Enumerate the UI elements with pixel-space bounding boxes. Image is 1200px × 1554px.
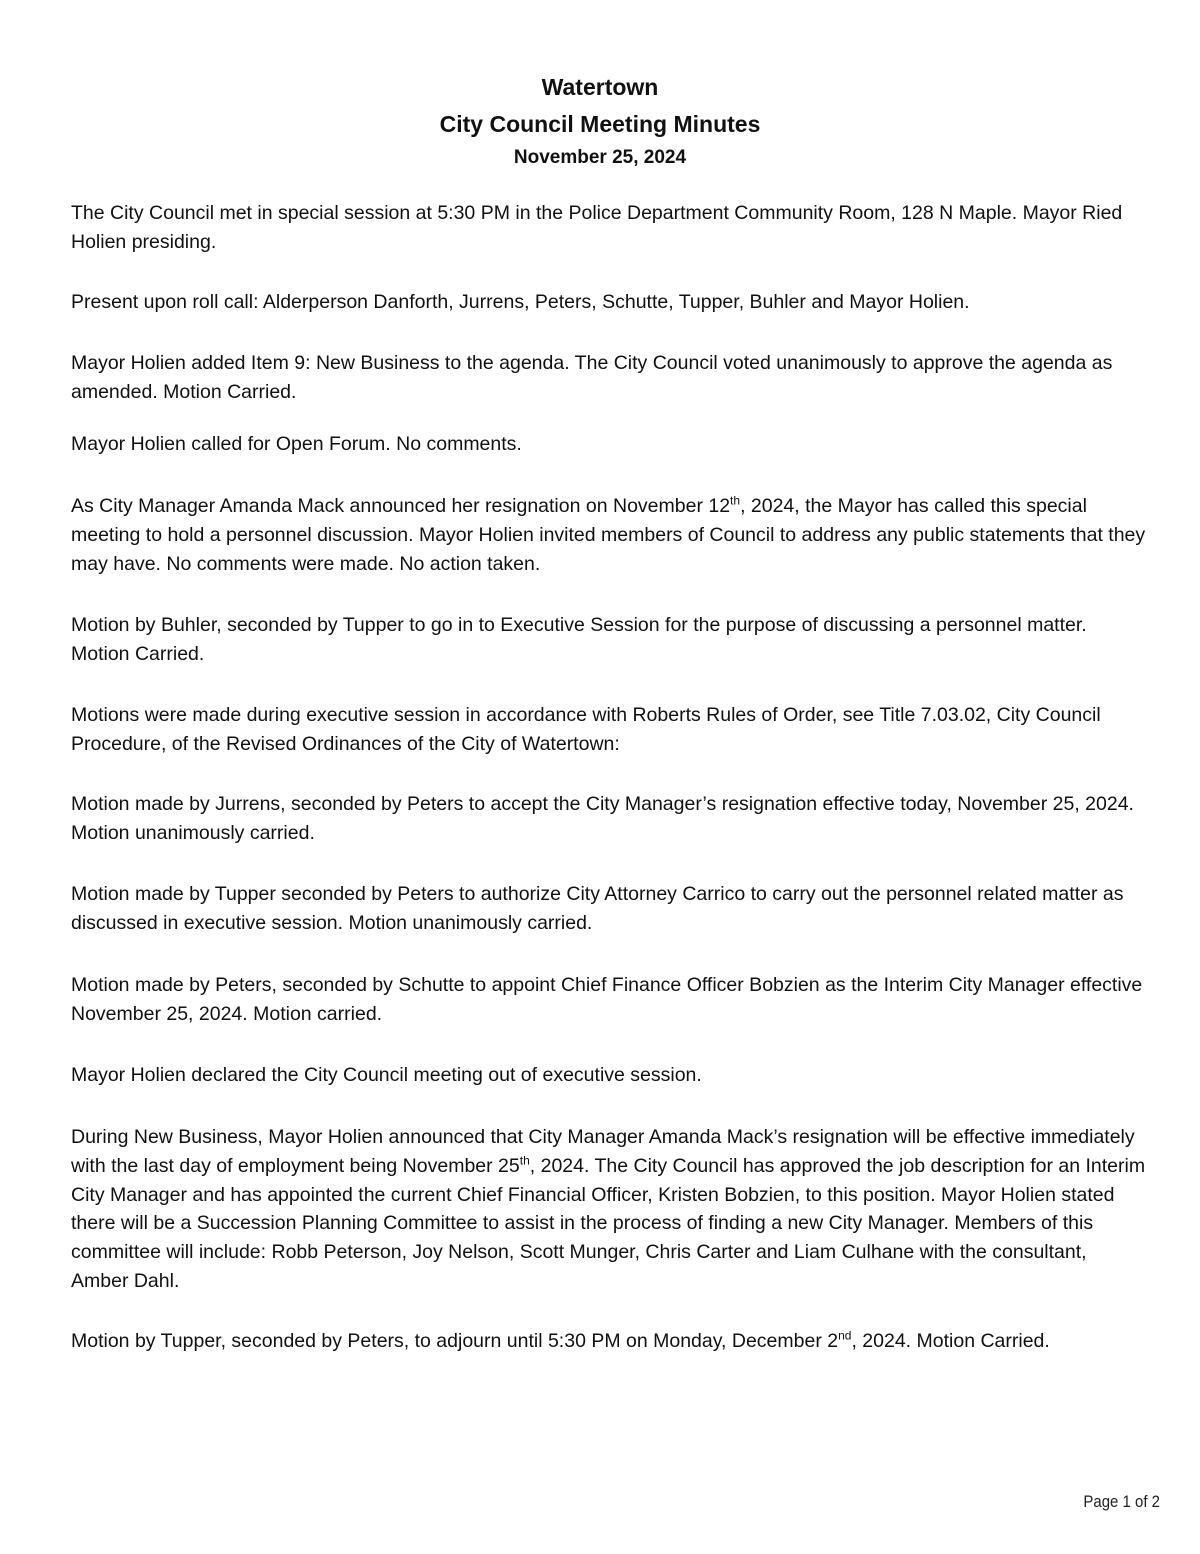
document-title: City Council Meeting Minutes [439, 111, 761, 137]
paragraph-resignation-announcement [71, 492, 1146, 578]
paragraph-adjournment [71, 1327, 1146, 1356]
ordinal-suffix: th [730, 493, 741, 508]
paragraph-executive-session-close: Mayor Holien declared the City Council meeting out of executive session. [71, 1064, 702, 1086]
text-segment: , 2024. The City Council has approved the job description for an Interim City Manager and has appointed the current Chief Financial Officer, Kristen Bobzien, to this position. Mayor Holien stated there will be a Succession Planning Committee to assist in the process of finding a new City Manager. Members of this committee will include: Robb Peterson, Joy Nelson, Scott Munger, Chris Carter and Liam Culhane with the consultant, Amber Dahl. [71, 1154, 1146, 1292]
paragraph-interim-manager-motion: Motion made by Peters, seconded by Schutte to appoint Chief Finance Officer Bobzien as the Interim City Manager effective November 25, 2024. Motion carried. [71, 974, 1143, 1025]
text-segment: Motion by Tupper, seconded by Peters, to adjourn until 5:30 PM on Monday, December 2 [71, 1330, 839, 1352]
paragraph-roll-call: Present upon roll call: Alderperson Danforth, Jurrens, Peters, Schutte, Tupper, Buhler and Mayor Holien. [71, 291, 970, 313]
ordinal-suffix: th [519, 1153, 530, 1168]
paragraph-resignation-motion: Motion made by Jurrens, seconded by Peters to accept the City Manager’s resignation effective today, November 25, 2024. Motion unanimously carried. [71, 793, 1134, 844]
paragraph-open-forum: Mayor Holien called for Open Forum. No comments. [71, 433, 522, 455]
paragraph-executive-session-motion: Motion by Buhler, seconded by Tupper to go in to Executive Session for the purpose of discussing a personnel matter. Motion Carried. [71, 614, 1087, 665]
document-city-heading: Watertown [541, 74, 659, 100]
paragraph-session-opening: The City Council met in special session at 5:30 PM in the Police Department Community Room, 128 N Maple. Mayor Ried Holien presiding. [71, 202, 1123, 253]
paragraph-attorney-motion: Motion made by Tupper seconded by Peters to authorize City Attorney Carrico to carry out the personnel related matter as discussed in executive session. Motion unanimously carried. [71, 883, 1124, 934]
page-number: Page 1 of 2 [1083, 1492, 1160, 1511]
paragraph-new-business [71, 1123, 1146, 1296]
paragraph-executive-session-procedure: Motions were made during executive session in accordance with Roberts Rules of Order, see Title 7.03.02, City Council Procedure, of the Revised Ordinances of the City of Watertown: [71, 704, 1101, 755]
meeting-date: November 25, 2024 [513, 147, 687, 168]
text-segment: During New Business, Mayor Holien announced that City Manager Amanda Mack’s resignation will be effective immediately with the last day of employment being November 25 [71, 1126, 1135, 1177]
text-segment: , 2024. Motion Carried. [851, 1330, 1050, 1352]
text-segment: , 2024, the Mayor has called this special meeting to hold a personnel discussion. Mayor Holien invited members of Council to address any public statements that they may have. No comments were made. No action taken. [71, 495, 1146, 575]
text-segment: As City Manager Amanda Mack announced her resignation on November 12 [71, 495, 731, 517]
ordinal-suffix: nd [838, 1328, 852, 1343]
paragraph-agenda-amendment: Mayor Holien added Item 9: New Business to the agenda. The City Council voted unanimously to approve the agenda as amended. Motion Carried. [71, 352, 1113, 403]
